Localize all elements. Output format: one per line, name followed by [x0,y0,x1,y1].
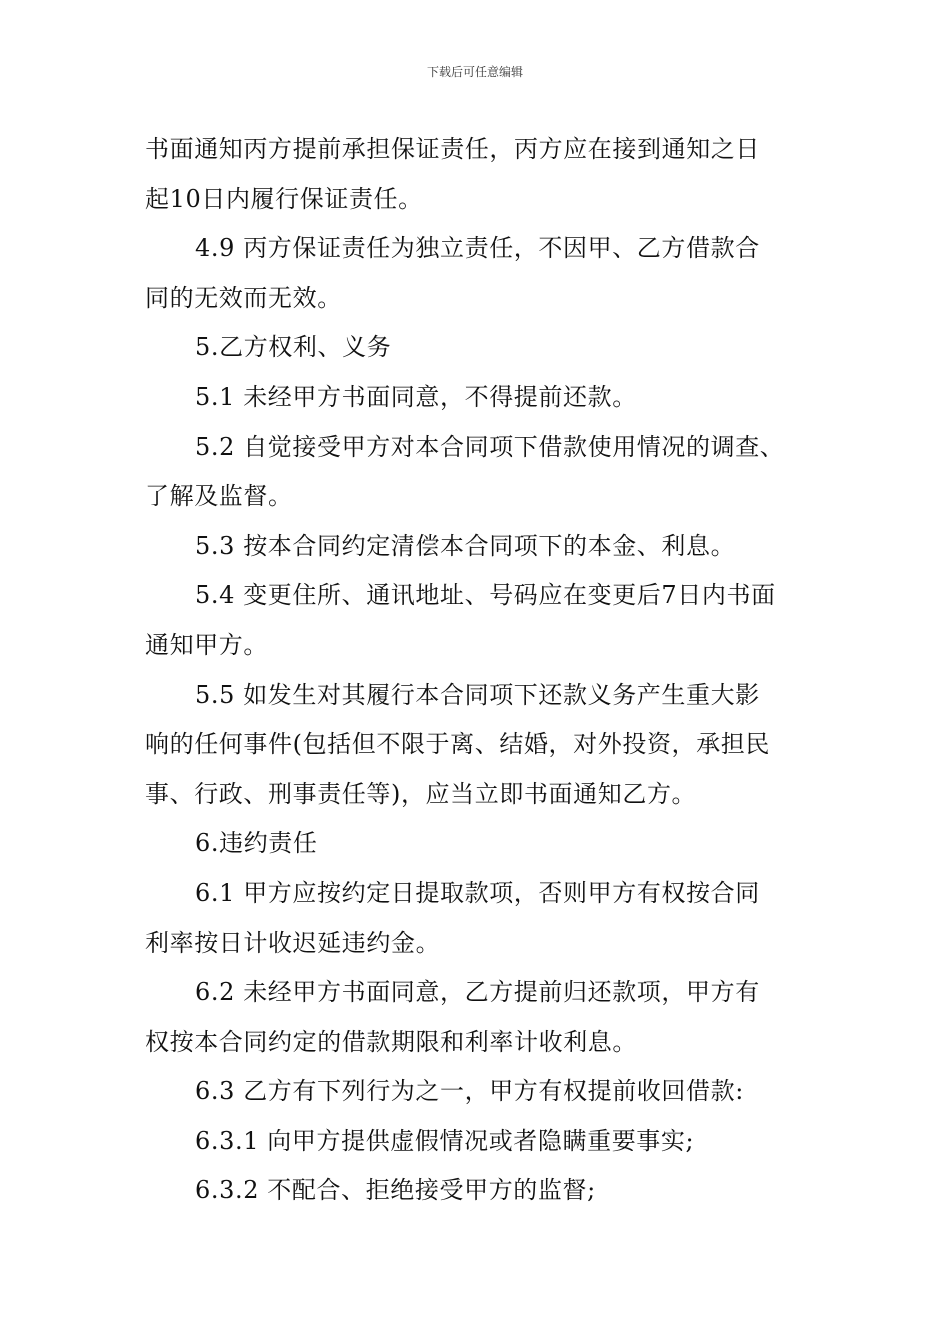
text-line: 利率按日计收迟延违约金。 [145,928,441,957]
text-line: 同的无效而无效。 [145,283,342,312]
document-body [145,125,810,1216]
text-line: 5.2 自觉接受甲方对本合同项下借款使用情况的调查、 [195,432,785,461]
text-line: 6.3.2 不配合、拒绝接受甲方的监督; [195,1176,596,1205]
text-line: 6.1 甲方应按约定日提取款项，否则甲方有权按合同 [195,878,760,907]
text-line: 6.2 未经甲方书面同意，乙方提前归还款项，甲方有 [195,978,760,1007]
text-line: 6.3.1 向甲方提供虚假情况或者隐瞒重要事实; [195,1126,695,1155]
text-line: 通知甲方。 [145,630,268,659]
text-line: 5.乙方权利、义务 [195,333,392,362]
text-line: 起10日内履行保证责任。 [145,184,423,213]
text-line: 事、行政、刑事责任等)，应当立即书面通知乙方。 [145,779,697,808]
text-line: 5.5 如发生对其履行本合同项下还款义务产生重大影 [195,680,760,709]
text-line: 响的任何事件(包括但不限于离、结婚，对外投资，承担民 [145,730,770,759]
text-line: 5.3 按本合同约定清偿本合同项下的本金、利息。 [195,531,736,560]
text-line: 6.违约责任 [195,829,318,858]
page-header: 下载后可任意编辑 [426,65,523,79]
text-line: 了解及监督。 [145,482,293,511]
text-line: 6.3 乙方有下列行为之一，甲方有权提前收回借款: [195,1077,744,1106]
text-line: 5.4 变更住所、通讯地址、号码应在变更后7日内书面 [195,581,776,610]
text-line: 4.9 丙方保证责任为独立责任，不因甲、乙方借款合 [195,234,760,263]
text-line: 5.1 未经甲方书面同意，不得提前还款。 [195,382,637,411]
text-line: 书面通知丙方提前承担保证责任，丙方应在接到通知之日 [145,135,760,163]
text-line: 权按本合同约定的借款期限和利率计收利息。 [145,1027,637,1056]
